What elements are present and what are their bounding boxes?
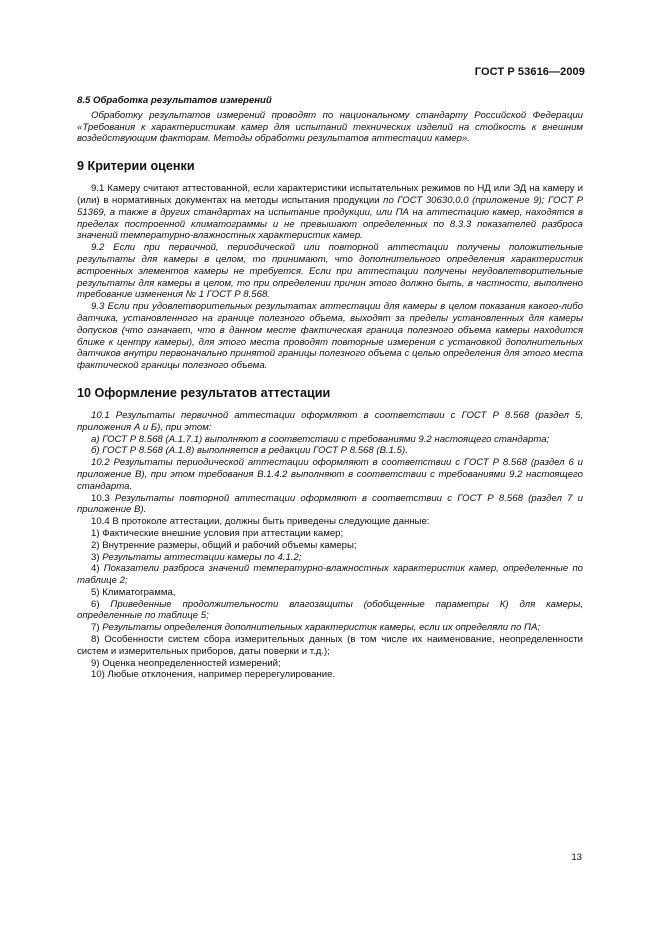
list-item-number: 7) — [91, 622, 103, 634]
list-item-text: Результаты аттестации камеры по 4.1.2; — [102, 551, 302, 563]
page-number: 13 — [571, 852, 582, 863]
list-item — [77, 552, 583, 564]
paragraph-8-5: Обработку результатов измерений проводят по национальному стандарту Российской Федерации «Требования к характеристикам камер для испытаний технических изделий на стойкость к внешним воздействующим факторам. Методы обработки результатов аттестации камер». — [77, 109, 583, 145]
list-item-text: Результаты определения дополнительных характеристик камеры, если их определяли по ПА; — [102, 622, 541, 634]
page-content — [77, 95, 583, 681]
paragraph-10-4: 10.4 В протоколе аттестации, должны быть приведены следующие данные: — [91, 516, 430, 528]
paragraph-9-1-italic: по ГОСТ 30630.0.0 (приложение 9); ГОСТ Р 51369, а также в других стандартах на испытание продукции, или ПА на аттестацию камер, находятся в пределах построенной климатограммы и не превышают определенных по 8.3.3 показателей разброса значений температурно-влажностных характеристик камер. — [77, 194, 583, 242]
list-item — [77, 540, 583, 552]
list-item-number: 6) — [91, 598, 111, 610]
list-item — [77, 658, 583, 670]
paragraph-10-1-b: б) ГОСТ Р 8.568 (А.1.8) выполняется в редакции ГОСТ Р 8.568 (В.1.5). — [91, 445, 408, 457]
list-item-text: Внутренние размеры, общий и рабочий объемы камеры; — [102, 539, 357, 551]
list-item-text: Показатели разброса значений температурно-влажностных характеристик камер, определенные по таблице 2; — [77, 563, 583, 587]
paragraph-10-2: 10.2 Результаты периодической аттестации оформляют в соответствии с ГОСТ Р 8.568 (раздел 6 и приложение В), при этом требования В.1.4.2 выполняют в соответствии с требованиями 9.2 настоящего стандарта. — [77, 457, 583, 492]
paragraph-10-3 — [77, 493, 583, 517]
list-item — [77, 669, 583, 681]
list-item — [77, 622, 583, 634]
list-item-text: Оценка неопределенностей измерений; — [102, 657, 281, 669]
list-item-number: 10) — [91, 669, 108, 681]
paragraph-9-3: 9.3 Если при удовлетворительных результатах аттестации для камеры в целом показания какого-либо датчика, установленного на границе полезного объема, выходят за пределы установленных для камеры допусков (что означает, что в данном месте фактическая граница полезного объема камеры находится ближе к центру камеры), для этого места проводят повторные измерения с установкой дополнительных датчиков внутри первоначально принятой границы полезного объема с целью определения для этого места фактической границы полезного объема. — [77, 301, 583, 372]
list-item-text: Приведенные продолжительности влагозащиты (обобщенные параметры К) для камеры, определенные по таблице 5; — [77, 598, 583, 622]
list-item — [77, 599, 583, 623]
list-item — [77, 587, 583, 599]
paragraph-9-1 — [77, 183, 583, 242]
paragraph-9-1-normal: 9.1 Камеру считают аттестованной, если характеристики испытательных режимов по НД или ЭД на камеру и (или) в нормативных документах на методы испытания продукции — [77, 183, 583, 206]
list-item-text: Фактические внешние условия при аттестации камер; — [102, 527, 344, 539]
paragraph-10-1: 10.1 Результаты первичной аттестации оформляют в соответствии с ГОСТ Р 8.568 (раздел 5, приложения А и Б), при этом: — [77, 409, 583, 433]
subsection-title-8-5: 8.5 Обработка результатов измерений — [77, 95, 272, 106]
list-item-text: Особенности систем сбора измерительных данных (в том числе их наименование, неопределенности систем и измерительных приборов, даты поверки и т.д.); — [77, 634, 583, 657]
section-title-10: 10 Оформление результатов аттестации — [77, 385, 331, 400]
paragraph-10-3-italic: Результаты повторной аттестации оформляют в соответствии с ГОСТ Р 8.568 (раздел 7 и приложение В). — [77, 492, 583, 516]
list-item-number: 3) — [91, 551, 103, 563]
paragraph-10-3-number: 10.3 — [91, 492, 115, 504]
list-item-number: 9) — [91, 657, 103, 669]
list-item — [77, 528, 583, 540]
list-item-number: 5) — [91, 586, 103, 598]
list-item-text: Климатограмма, — [102, 586, 176, 598]
paragraph-10-1-a: а) ГОСТ Р 8.568 (А.1.7.1) выполняют в соответствии с требованиями 9.2 настоящего стандарта; — [91, 433, 550, 445]
list-item-text: Любые отклонения, например перерегулирование. — [107, 669, 336, 681]
paragraph-9-2: 9.2 Если при первичной, периодической или повторной аттестации получены положительные результаты для камеры в целом, то принимают, что дополнительного определения характеристик встроенных элементов камеры не требуется. Если при аттестации получены неудовлетворительные результаты для камеры в целом, то при определении причин этого должно быть, в частности, выполнено требование изменения № 1 ГОСТ Р 8.568. — [77, 242, 583, 301]
list-item-number: 4) — [91, 563, 104, 575]
list-item-number: 1) — [91, 527, 103, 539]
list-item — [77, 563, 583, 587]
list-item — [77, 634, 583, 658]
document-code-header: ГОСТ Р 53616—2009 — [474, 66, 585, 78]
list-item-number: 8) — [91, 634, 105, 646]
list-item-number: 2) — [91, 539, 103, 551]
section-title-9: 9 Критерии оценки — [77, 159, 195, 174]
